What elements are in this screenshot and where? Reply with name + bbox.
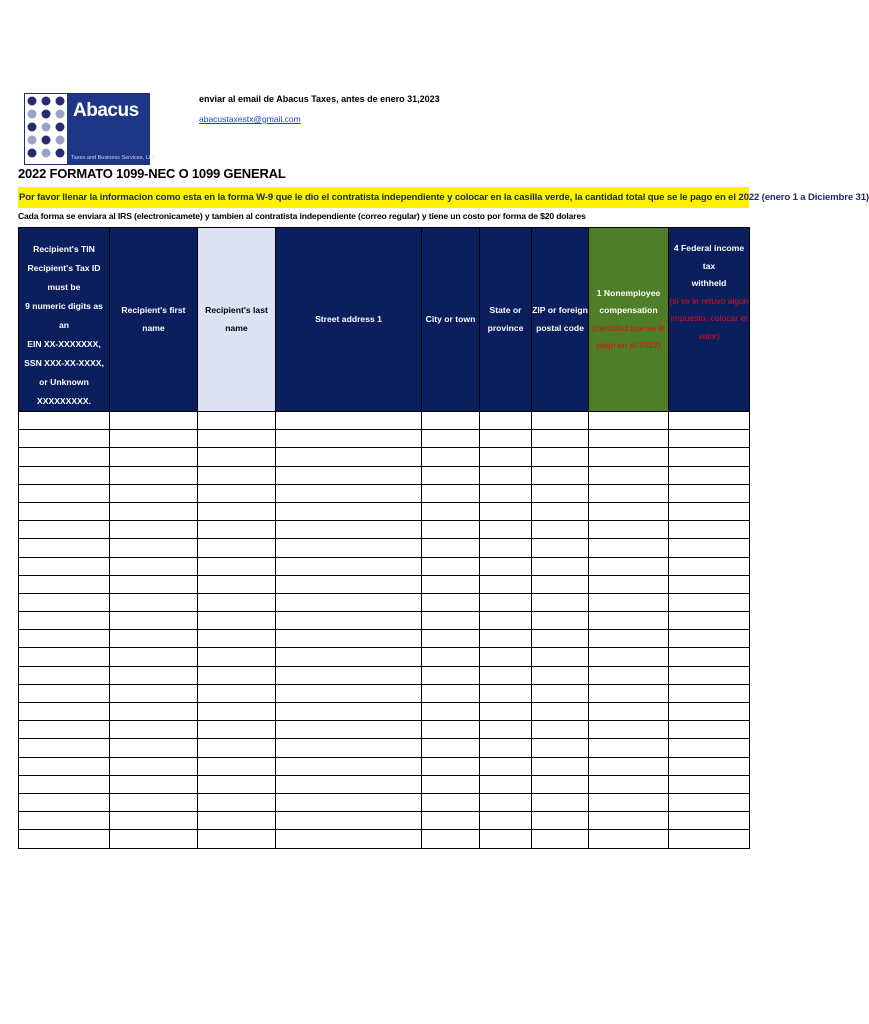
table-row bbox=[19, 575, 750, 593]
send-instructions: enviar al email de Abacus Taxes, antes de enero 31,2023 bbox=[199, 94, 440, 104]
table-cell[interactable] bbox=[422, 575, 480, 593]
table-cell[interactable] bbox=[276, 466, 422, 484]
table-cell[interactable] bbox=[198, 412, 276, 430]
table-cell[interactable] bbox=[532, 739, 589, 757]
table-cell[interactable] bbox=[198, 739, 276, 757]
table-cell[interactable] bbox=[276, 812, 422, 830]
table-cell[interactable] bbox=[110, 539, 198, 557]
table-cell[interactable] bbox=[480, 648, 532, 666]
table-cell[interactable] bbox=[19, 684, 110, 702]
table-cell[interactable] bbox=[480, 703, 532, 721]
table-cell[interactable] bbox=[480, 812, 532, 830]
table-cell[interactable] bbox=[19, 793, 110, 811]
table-cell[interactable] bbox=[276, 430, 422, 448]
table-cell[interactable] bbox=[422, 684, 480, 702]
table-row bbox=[19, 484, 750, 502]
table-cell[interactable] bbox=[669, 630, 750, 648]
table-cell[interactable] bbox=[480, 521, 532, 539]
header-first-name: Recipient's first name bbox=[110, 228, 198, 412]
table-cell[interactable] bbox=[110, 775, 198, 793]
table-cell[interactable] bbox=[19, 502, 110, 520]
table-cell[interactable] bbox=[19, 521, 110, 539]
table-row bbox=[19, 430, 750, 448]
table-cell[interactable] bbox=[276, 612, 422, 630]
table-cell[interactable] bbox=[669, 830, 750, 848]
table-cell[interactable] bbox=[589, 812, 669, 830]
table-cell[interactable] bbox=[19, 412, 110, 430]
table-cell[interactable] bbox=[276, 739, 422, 757]
header-nonemployee-compensation: 1 Nonemployee compensation (cantidad que se le pago en el 2022) bbox=[589, 228, 669, 412]
table-cell[interactable] bbox=[669, 612, 750, 630]
table-cell[interactable] bbox=[19, 830, 110, 848]
table-cell[interactable] bbox=[589, 593, 669, 611]
table-cell[interactable] bbox=[589, 739, 669, 757]
table-cell[interactable] bbox=[532, 521, 589, 539]
table-cell[interactable] bbox=[19, 721, 110, 739]
table-cell[interactable] bbox=[669, 521, 750, 539]
table-cell[interactable] bbox=[532, 666, 589, 684]
table-cell[interactable] bbox=[110, 612, 198, 630]
table-cell[interactable] bbox=[198, 703, 276, 721]
table-cell[interactable] bbox=[198, 775, 276, 793]
table-cell[interactable] bbox=[669, 684, 750, 702]
table-cell[interactable] bbox=[669, 484, 750, 502]
table-cell[interactable] bbox=[110, 430, 198, 448]
table-cell[interactable] bbox=[532, 539, 589, 557]
table-cell[interactable] bbox=[422, 466, 480, 484]
table-cell[interactable] bbox=[422, 502, 480, 520]
table-cell[interactable] bbox=[669, 575, 750, 593]
table-cell[interactable] bbox=[422, 721, 480, 739]
table-cell[interactable] bbox=[19, 539, 110, 557]
table-cell[interactable] bbox=[532, 448, 589, 466]
table-cell[interactable] bbox=[480, 539, 532, 557]
table-cell[interactable] bbox=[19, 666, 110, 684]
table-cell[interactable] bbox=[110, 630, 198, 648]
table-cell[interactable] bbox=[589, 539, 669, 557]
table-cell[interactable] bbox=[110, 575, 198, 593]
table-cell[interactable] bbox=[276, 575, 422, 593]
table-cell[interactable] bbox=[589, 448, 669, 466]
table-cell[interactable] bbox=[110, 793, 198, 811]
table-cell[interactable] bbox=[532, 612, 589, 630]
table-cell[interactable] bbox=[669, 539, 750, 557]
table-cell[interactable] bbox=[110, 757, 198, 775]
table-cell[interactable] bbox=[19, 466, 110, 484]
table-cell[interactable] bbox=[669, 812, 750, 830]
table-row bbox=[19, 703, 750, 721]
table-row bbox=[19, 684, 750, 702]
table-cell[interactable] bbox=[198, 593, 276, 611]
table-cell[interactable] bbox=[276, 630, 422, 648]
table-cell[interactable] bbox=[532, 484, 589, 502]
table-cell[interactable] bbox=[589, 757, 669, 775]
table-cell[interactable] bbox=[532, 812, 589, 830]
table-row bbox=[19, 757, 750, 775]
table-cell[interactable] bbox=[480, 793, 532, 811]
contractor-table bbox=[18, 227, 750, 849]
table-cell[interactable] bbox=[276, 593, 422, 611]
table-cell[interactable] bbox=[422, 703, 480, 721]
logo-subtitle: Taxes and Business Services, LLC bbox=[71, 155, 156, 161]
table-cell[interactable] bbox=[532, 775, 589, 793]
table-cell[interactable] bbox=[422, 739, 480, 757]
table-cell[interactable] bbox=[669, 757, 750, 775]
table-cell[interactable] bbox=[589, 412, 669, 430]
header-state: State or province bbox=[480, 228, 532, 412]
table-cell[interactable] bbox=[198, 793, 276, 811]
table-cell[interactable] bbox=[669, 448, 750, 466]
table-cell[interactable] bbox=[669, 430, 750, 448]
table-cell[interactable] bbox=[110, 521, 198, 539]
table-cell[interactable] bbox=[198, 430, 276, 448]
table-row bbox=[19, 502, 750, 520]
table-cell[interactable] bbox=[110, 830, 198, 848]
table-cell[interactable] bbox=[532, 703, 589, 721]
table-row bbox=[19, 521, 750, 539]
table-cell[interactable] bbox=[532, 757, 589, 775]
table-cell[interactable] bbox=[532, 593, 589, 611]
table-cell[interactable] bbox=[589, 775, 669, 793]
table-row bbox=[19, 775, 750, 793]
table-cell[interactable] bbox=[422, 630, 480, 648]
table-cell[interactable] bbox=[110, 484, 198, 502]
fill-instructions-banner: Por favor llenar la informacion como esta en la forma W-9 que le dio el contratista independiente y colocar en la casilla verde, la cantidad total que se le pago en el 2022 (enero 1 a Diciembre 31) bbox=[18, 187, 749, 208]
table-cell[interactable] bbox=[276, 539, 422, 557]
table-cell[interactable] bbox=[19, 812, 110, 830]
email-link[interactable]: abacustaxestx@gmail.com bbox=[199, 114, 301, 124]
logo-panel bbox=[67, 94, 156, 164]
table-cell[interactable] bbox=[532, 466, 589, 484]
table-cell[interactable] bbox=[480, 412, 532, 430]
table-cell[interactable] bbox=[198, 557, 276, 575]
table-cell[interactable] bbox=[669, 412, 750, 430]
table-cell[interactable] bbox=[422, 412, 480, 430]
table-cell[interactable] bbox=[276, 793, 422, 811]
table-cell[interactable] bbox=[669, 466, 750, 484]
header-last-name: Recipient's last name bbox=[198, 228, 276, 412]
table-cell[interactable] bbox=[669, 739, 750, 757]
table-cell[interactable] bbox=[422, 648, 480, 666]
table-cell[interactable] bbox=[589, 430, 669, 448]
table-cell[interactable] bbox=[480, 430, 532, 448]
table-cell[interactable] bbox=[422, 612, 480, 630]
table-body bbox=[19, 412, 750, 849]
table-cell[interactable] bbox=[422, 521, 480, 539]
table-cell[interactable] bbox=[198, 830, 276, 848]
table-cell[interactable] bbox=[589, 830, 669, 848]
table-cell[interactable] bbox=[276, 703, 422, 721]
table-cell[interactable] bbox=[276, 775, 422, 793]
table-cell[interactable] bbox=[422, 812, 480, 830]
table-cell[interactable] bbox=[198, 666, 276, 684]
table-cell[interactable] bbox=[589, 793, 669, 811]
table-cell[interactable] bbox=[532, 830, 589, 848]
table-row bbox=[19, 612, 750, 630]
header-zip: ZIP or foreign postal code bbox=[532, 228, 589, 412]
table-cell[interactable] bbox=[589, 612, 669, 630]
table-row bbox=[19, 648, 750, 666]
table-row bbox=[19, 539, 750, 557]
table-cell[interactable] bbox=[19, 775, 110, 793]
table-cell[interactable] bbox=[669, 557, 750, 575]
table-cell[interactable] bbox=[669, 666, 750, 684]
table-row bbox=[19, 721, 750, 739]
table-cell[interactable] bbox=[19, 448, 110, 466]
table-cell[interactable] bbox=[198, 484, 276, 502]
table-cell[interactable] bbox=[589, 575, 669, 593]
table-cell[interactable] bbox=[422, 593, 480, 611]
table-cell[interactable] bbox=[198, 630, 276, 648]
table-cell[interactable] bbox=[110, 593, 198, 611]
table-cell[interactable] bbox=[276, 757, 422, 775]
table-cell[interactable] bbox=[532, 575, 589, 593]
table-cell[interactable] bbox=[422, 430, 480, 448]
table-cell[interactable] bbox=[198, 575, 276, 593]
table-cell[interactable] bbox=[589, 484, 669, 502]
table-cell[interactable] bbox=[19, 630, 110, 648]
table-cell[interactable] bbox=[422, 775, 480, 793]
table-cell[interactable] bbox=[198, 502, 276, 520]
table-cell[interactable] bbox=[276, 830, 422, 848]
irs-cost-note: Cada forma se enviara al IRS (electronicamete) y tambien al contratista independiente (correo regular) y tiene un costo por forma de $20 dolares bbox=[18, 211, 586, 221]
table-cell[interactable] bbox=[19, 612, 110, 630]
table-cell[interactable] bbox=[110, 648, 198, 666]
table-cell[interactable] bbox=[480, 630, 532, 648]
table-cell[interactable] bbox=[198, 812, 276, 830]
table-cell[interactable] bbox=[422, 757, 480, 775]
table-cell[interactable] bbox=[276, 448, 422, 466]
table-cell[interactable] bbox=[198, 721, 276, 739]
table-cell[interactable] bbox=[110, 448, 198, 466]
table-cell[interactable] bbox=[422, 666, 480, 684]
table-cell[interactable] bbox=[276, 521, 422, 539]
table-cell[interactable] bbox=[276, 684, 422, 702]
form-title: 2022 FORMATO 1099-NEC O 1099 GENERAL bbox=[18, 166, 286, 181]
header-federal-withheld: 4 Federal income tax withheld (si se le retuvo algun impuesto, colocar el valor) bbox=[669, 228, 750, 412]
table-cell[interactable] bbox=[480, 593, 532, 611]
table-cell[interactable] bbox=[19, 739, 110, 757]
table-cell[interactable] bbox=[19, 557, 110, 575]
table-cell[interactable] bbox=[480, 448, 532, 466]
table-row bbox=[19, 466, 750, 484]
table-cell[interactable] bbox=[532, 412, 589, 430]
table-row bbox=[19, 593, 750, 611]
table-cell[interactable] bbox=[422, 539, 480, 557]
table-cell[interactable] bbox=[532, 793, 589, 811]
table-cell[interactable] bbox=[480, 775, 532, 793]
table-cell[interactable] bbox=[276, 484, 422, 502]
table-cell[interactable] bbox=[276, 502, 422, 520]
table-row bbox=[19, 666, 750, 684]
table-cell[interactable] bbox=[532, 721, 589, 739]
table-cell[interactable] bbox=[480, 575, 532, 593]
table-cell[interactable] bbox=[480, 739, 532, 757]
table-cell[interactable] bbox=[110, 684, 198, 702]
table-row bbox=[19, 630, 750, 648]
table-cell[interactable] bbox=[532, 630, 589, 648]
table-row bbox=[19, 812, 750, 830]
table-cell[interactable] bbox=[198, 466, 276, 484]
table-row bbox=[19, 739, 750, 757]
table-cell[interactable] bbox=[19, 703, 110, 721]
table-cell[interactable] bbox=[110, 466, 198, 484]
table-cell[interactable] bbox=[422, 448, 480, 466]
table-cell[interactable] bbox=[198, 757, 276, 775]
table-cell[interactable] bbox=[198, 539, 276, 557]
table-cell[interactable] bbox=[589, 502, 669, 520]
table-cell[interactable] bbox=[480, 502, 532, 520]
table-cell[interactable] bbox=[198, 684, 276, 702]
table-cell[interactable] bbox=[480, 757, 532, 775]
table-cell[interactable] bbox=[480, 466, 532, 484]
table-cell[interactable] bbox=[19, 484, 110, 502]
table-cell[interactable] bbox=[532, 557, 589, 575]
table-cell[interactable] bbox=[480, 684, 532, 702]
header-city: City or town bbox=[422, 228, 480, 412]
table-cell[interactable] bbox=[110, 739, 198, 757]
table-cell[interactable] bbox=[422, 484, 480, 502]
table-cell[interactable] bbox=[276, 666, 422, 684]
table-row bbox=[19, 557, 750, 575]
table-cell[interactable] bbox=[669, 793, 750, 811]
abacus-logo bbox=[24, 93, 156, 165]
header-street: Street address 1 bbox=[276, 228, 422, 412]
table-cell[interactable] bbox=[198, 612, 276, 630]
table-row bbox=[19, 448, 750, 466]
table-cell[interactable] bbox=[532, 430, 589, 448]
table-cell[interactable] bbox=[589, 666, 669, 684]
table-cell[interactable] bbox=[480, 484, 532, 502]
table-cell[interactable] bbox=[110, 412, 198, 430]
table-cell[interactable] bbox=[276, 412, 422, 430]
table-cell[interactable] bbox=[422, 557, 480, 575]
table-cell[interactable] bbox=[19, 430, 110, 448]
table-cell[interactable] bbox=[480, 830, 532, 848]
table-row bbox=[19, 412, 750, 430]
table-cell[interactable] bbox=[589, 684, 669, 702]
logo-name: Abacus bbox=[73, 100, 139, 121]
table-cell[interactable] bbox=[669, 703, 750, 721]
table-cell[interactable] bbox=[532, 648, 589, 666]
table-cell[interactable] bbox=[480, 557, 532, 575]
table-cell[interactable] bbox=[19, 593, 110, 611]
table-cell[interactable] bbox=[589, 721, 669, 739]
abacus-dots-icon bbox=[25, 94, 67, 164]
table-cell[interactable] bbox=[276, 721, 422, 739]
table-cell[interactable] bbox=[19, 757, 110, 775]
table-cell[interactable] bbox=[589, 648, 669, 666]
table-cell[interactable] bbox=[198, 648, 276, 666]
table-cell[interactable] bbox=[589, 703, 669, 721]
table-cell[interactable] bbox=[110, 502, 198, 520]
table-cell[interactable] bbox=[276, 648, 422, 666]
table-cell[interactable] bbox=[198, 448, 276, 466]
header-tin: Recipient's TIN Recipient's Tax ID must be 9 numeric digits as an EIN XX-XXXXXXX, SSN XXX-XX-XXXX, or Unknown XXXXXXXXX. bbox=[19, 228, 110, 412]
table-cell[interactable] bbox=[532, 502, 589, 520]
table-cell[interactable] bbox=[669, 775, 750, 793]
table-cell[interactable] bbox=[589, 466, 669, 484]
table-cell[interactable] bbox=[589, 521, 669, 539]
table-cell[interactable] bbox=[669, 593, 750, 611]
table-cell[interactable] bbox=[669, 721, 750, 739]
table-cell[interactable] bbox=[110, 721, 198, 739]
table-header-row bbox=[19, 228, 750, 412]
table-cell[interactable] bbox=[669, 502, 750, 520]
table-cell[interactable] bbox=[669, 648, 750, 666]
table-cell[interactable] bbox=[110, 557, 198, 575]
table-cell[interactable] bbox=[480, 612, 532, 630]
table-cell[interactable] bbox=[480, 721, 532, 739]
table-cell[interactable] bbox=[422, 830, 480, 848]
table-cell[interactable] bbox=[198, 521, 276, 539]
table-cell[interactable] bbox=[110, 812, 198, 830]
table-cell[interactable] bbox=[19, 575, 110, 593]
table-cell[interactable] bbox=[110, 666, 198, 684]
table-cell[interactable] bbox=[589, 557, 669, 575]
table-row bbox=[19, 830, 750, 848]
table-cell[interactable] bbox=[19, 648, 110, 666]
table-cell[interactable] bbox=[422, 793, 480, 811]
table-cell[interactable] bbox=[480, 666, 532, 684]
table-row bbox=[19, 793, 750, 811]
table-cell[interactable] bbox=[532, 684, 589, 702]
table-cell[interactable] bbox=[276, 557, 422, 575]
table-cell[interactable] bbox=[589, 630, 669, 648]
table-cell[interactable] bbox=[110, 703, 198, 721]
